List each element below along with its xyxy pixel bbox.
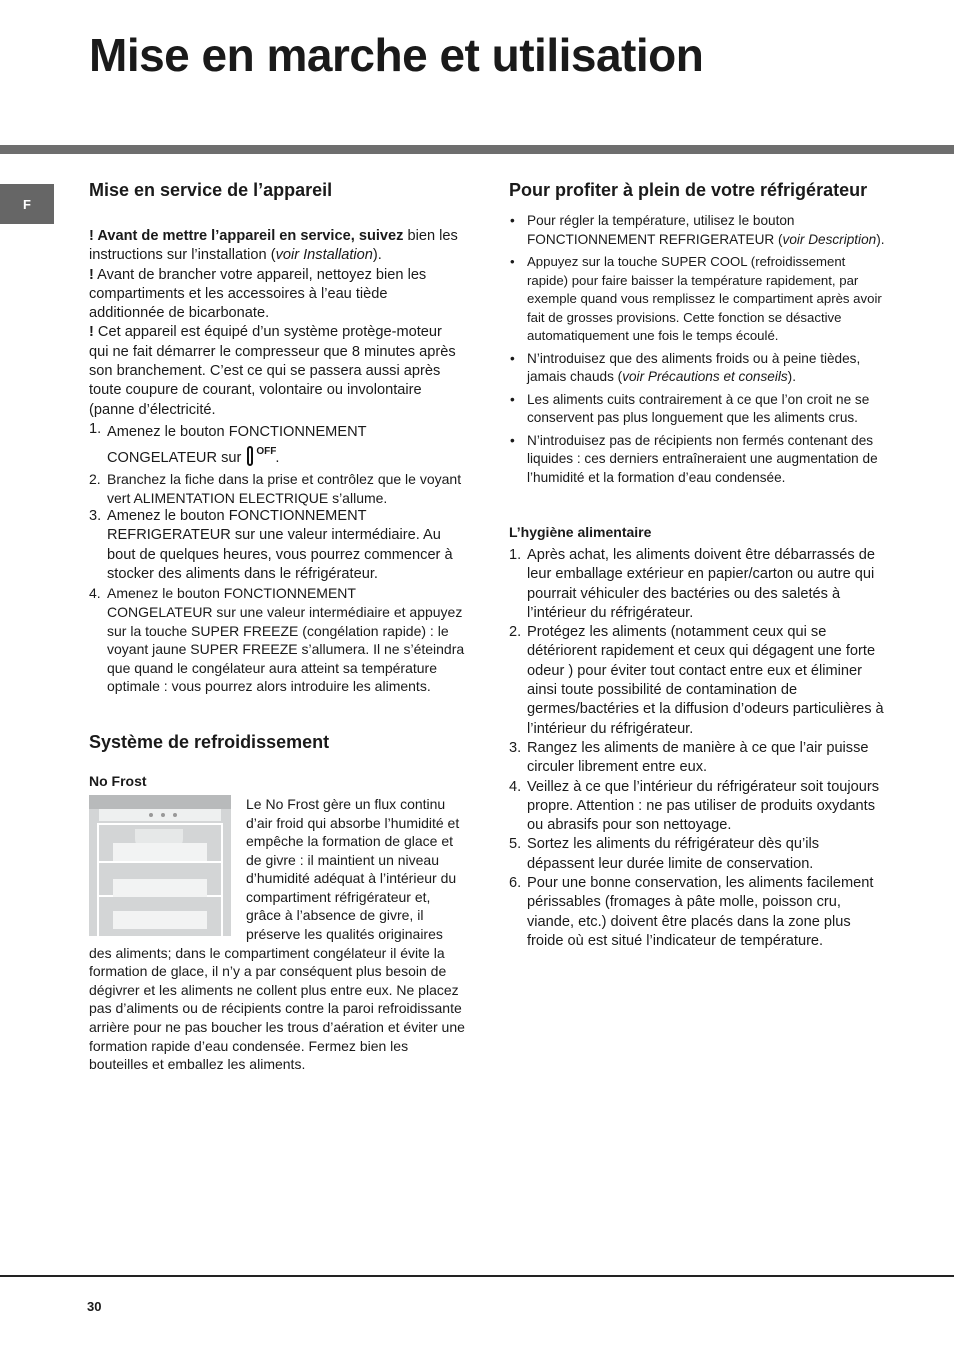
list-item: • Les aliments cuits contrairement à ce que l’on croit ne se conservent pas plus longuement que les aliments crus. [510, 391, 870, 425]
page-title: Mise en marche et utilisation [89, 29, 704, 81]
no-frost-text: Le No Frost gère un flux continu d’air froid qui absorbe l’humidité et empêche la formation de glace et de givre : il maintient un niveau d’humidité adéquat à l’intérieur du compartiment réfrigérateur et, grâce à l’absence de givre, il préserve les qualités originaires des aliments; dans le compartiment congélateur il évite la formation de glace, il n’y a par conséquent plus besoin de dégivrer et les aliments ne collent plus entre eux. Ne placez pas d’aliments ou de récipients contre la paroi refroidissante arrière pour ne pas boucher les trous d’aération et éviter une formation rapide d’eau condensée. Fermez bien les bouteilles et emballez les aliments. [89, 795, 465, 1073]
title-divider [0, 145, 954, 154]
no-frost-block [89, 795, 465, 1074]
hygiene-item: 3. Rangez les aliments de manière à ce que l’air puisse circuler librement entre eux. [509, 739, 869, 776]
hygiene-item: 1. Après achat, les aliments doivent être débarrassés de leur emballage extérieur en papier/carton ou autre qui pourrait véhiculer des bactéries ou des saletés à l’intérieur du réfrigérateur. [509, 547, 876, 621]
language-tab: F [0, 184, 54, 224]
warning-1-bold: Avant de mettre l’appareil en service, suivez [97, 228, 404, 244]
subheading-hygiene: L’hygiène alimentaire [509, 524, 652, 540]
left-column [89, 180, 465, 1074]
footer-divider [0, 1275, 954, 1277]
setup-steps [89, 420, 465, 696]
hygiene-steps [509, 546, 885, 951]
step-item: 2. Branchez la fiche dans la prise et contrôlez que le voyant vert ALIMENTATION ELECTRIQUE s’allume. [89, 470, 462, 506]
warning-3: ! Cet appareil est équipé d’un système protège-moteur qui ne fait démarrer le compresseur que 8 minutes après son branchement. C’est ce qui se passera aussi après toute coupure de courant, volontaire ou involontaire (panne d’électricité. [89, 324, 456, 418]
description-reference: voir Description [782, 231, 877, 247]
warnings [89, 227, 465, 420]
off-position-icon: OFF [245, 444, 275, 468]
hygiene-item: 5. Sortez les aliments du réfrigérateur dès qu’ils dépassent leur durée limite de conservation. [509, 836, 820, 872]
step-item: 4. Amenez le bouton FONCTIONNEMENT CONGELATEUR sur une valeur intermédiaire et appuyez sur la touche SUPER FREEZE (congélation rapide) : le voyant jaune SUPER FREEZE s’allumera. Il ne s’éteindra que quand le congélateur aura atteint sa température optimale : vous pourrez alors introduire les aliments. [89, 585, 465, 695]
heading-profiter: Pour profiter à plein de votre réfrigérateur [509, 180, 868, 200]
hygiene-item: 2. Protégez les aliments (notamment ceux qui se détériorent rapidement et ceux qui dégagent une forte odeur ) pour éviter tout contact entre eux et éliminer ainsi toute possibilité de contamination de germes/bactéries et la diffusion d’odeurs particulières à l’intérieur du réfrigérateur. [509, 624, 884, 737]
heading-systeme-refroidissement: Système de refroidissement [89, 731, 330, 752]
fridge-interior-illustration [89, 795, 231, 936]
hygiene-item: 4. Veillez à ce que l’intérieur du réfrigérateur soit toujours propre. Attention : ne pas utiliser de produits oxydants ou abrasifs pour son nettoyage. [509, 778, 880, 834]
warning-1: ! Avant de mettre l’appareil en service, suivez bien les instructions sur l’installation (voir Installation). [89, 228, 458, 264]
warning-2: ! Avant de brancher votre appareil, nettoyez bien les compartiments et les accessoires à l’eau tiède additionnée de bicarbonate. [89, 266, 427, 322]
precautions-reference: voir Précautions et conseils [622, 369, 788, 384]
install-reference: voir Installation [275, 247, 373, 264]
page-number: 30 [87, 1299, 102, 1314]
step-item: 3. Amenez le bouton FONCTIONNEMENT REFRIGERATEUR sur une valeur intermédiaire. Au bout de quelques heures, vous pourrez commencer à stocker des aliments dans le réfrigérateur. [89, 508, 453, 583]
right-column [509, 180, 885, 951]
step-item: 1. Amenez le bouton FONCTIONNEMENT CONGELATEUR sur OFF . [89, 420, 367, 466]
list-item: • N’introduisez pas de récipients non fermés contenant des liquides : ces derniers entraîneraient une augmentation de l’humidité et la formation d’eau condensée. [510, 432, 878, 485]
heading-mise-en-service: Mise en service de l’appareil [89, 180, 333, 200]
hygiene-item: 6. Pour une bonne conservation, les aliments facilement périssables (fromages à pâte molle, poisson cru, viande, etc.) doivent être placés dans la zone plus froide où est situé l’indicateur de température. [509, 875, 874, 949]
tips-list [509, 212, 885, 487]
list-item: • N’introduisez que des aliments froids ou à peine tièdes, jamais chauds (voir Précautions et conseils). [510, 350, 861, 384]
list-item: • Pour régler la température, utilisez le bouton FONCTIONNEMENT REFRIGERATEUR (voir Description). [510, 213, 885, 247]
list-item: • Appuyez sur la touche SUPER COOL (refroidissement rapide) pour faire baisser la température rapidement, par exemple quand vous remplissez le compartiment après avoir fait de grosses provisions. Cette fonction se désactive automatiquement une fois le temps écoulé. [510, 254, 882, 343]
subheading-no-frost: No Frost [89, 772, 147, 789]
